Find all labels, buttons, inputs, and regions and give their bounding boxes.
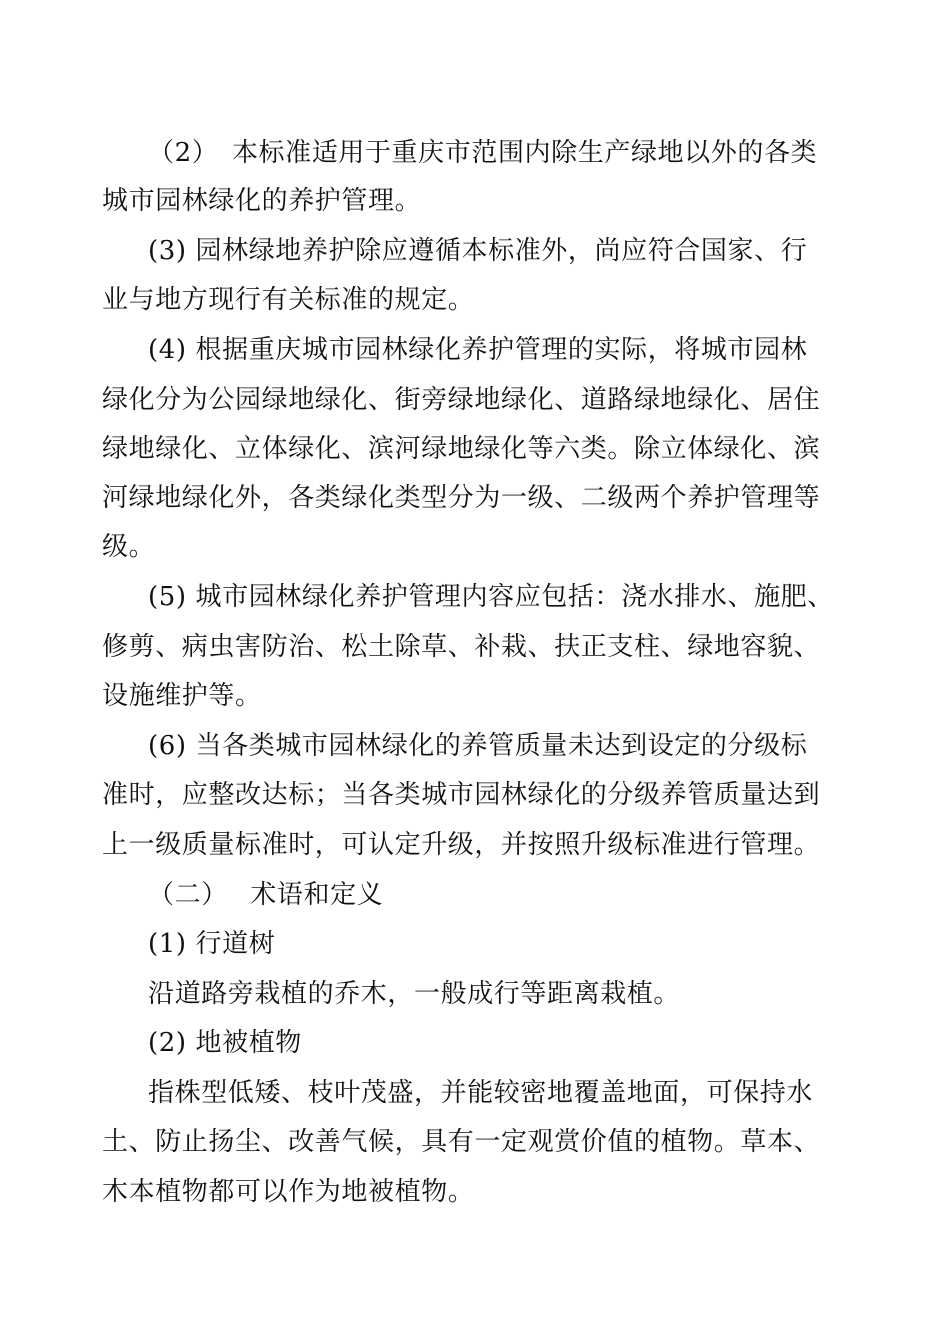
paragraph-6-line-1: (6) 当各类城市园林绿化的养管质量未达到设定的分级标: [148, 731, 808, 761]
paragraph-2-line-2: 城市园林绿化的养护管理。: [102, 186, 422, 216]
paragraph-5-line-2: 修剪、病虫害防治、松土除草、补栽、扶正支柱、绿地容貌、: [102, 632, 821, 662]
paragraph-4-line-4: 河绿地绿化外，各类绿化类型分为一级、二级两个养护管理等: [102, 483, 821, 513]
term-1-heading: (1) 行道树: [148, 929, 276, 959]
term-2-definition-line-2: 土、防止扬尘、改善气候，具有一定观赏价值的植物。草本、: [102, 1127, 821, 1157]
paragraph-4-line-5: 级。: [102, 532, 156, 562]
term-2-definition-line-3: 木本植物都可以作为地被植物。: [102, 1177, 475, 1207]
paragraph-2-line-1: （2） 本标准适用于重庆市范围内除生产绿地以外的各类: [148, 138, 818, 168]
paragraph-4-line-1: (4) 根据重庆城市园林绿化养护管理的实际，将城市园林: [148, 335, 808, 365]
section-heading-terms: （二） 术语和定义: [148, 880, 384, 910]
paragraph-4-line-2: 绿化分为公园绿地绿化、街旁绿地绿化、道路绿地绿化、居住: [102, 385, 821, 415]
paragraph-6-line-3: 上一级质量标准时，可认定升级，并按照升级标准进行管理。: [102, 830, 821, 860]
paragraph-3-line-1: (3) 园林绿地养护除应遵循本标准外，尚应符合国家、行: [148, 236, 808, 266]
paragraph-6-line-2: 准时，应整改达标；当各类城市园林绿化的分级养管质量达到: [102, 780, 821, 810]
term-2-definition-line-1: 指株型低矮、枝叶茂盛，并能较密地覆盖地面，可保持水: [148, 1078, 814, 1108]
paragraph-3-line-2: 业与地方现行有关标准的规定。: [102, 285, 475, 315]
term-1-definition: 沿道路旁栽植的乔木，一般成行等距离栽植。: [148, 979, 681, 1009]
paragraph-5-line-1: (5) 城市园林绿化养护管理内容应包括：浇水排水、施肥、: [148, 582, 834, 612]
paragraph-5-line-3: 设施维护等。: [102, 681, 262, 711]
paragraph-4-line-3: 绿地绿化、立体绿化、滨河绿地绿化等六类。除立体绿化、滨: [102, 434, 821, 464]
term-2-heading: (2) 地被植物: [148, 1028, 302, 1058]
